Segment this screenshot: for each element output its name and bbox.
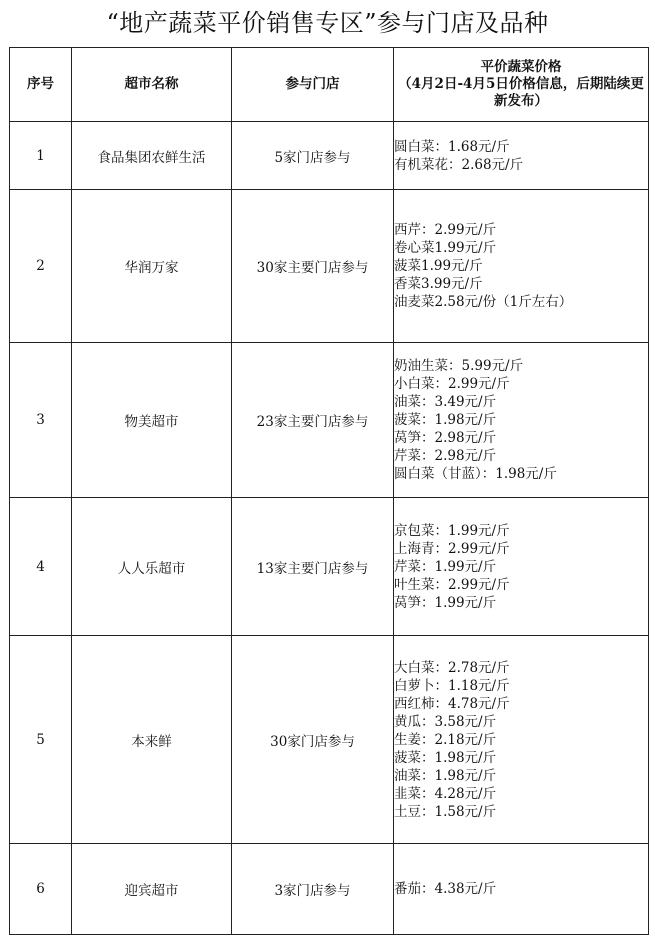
stores-table	[9, 47, 649, 935]
price-item: 油菜：1.98元/斤	[394, 767, 497, 784]
price-item: 卷心菜1.99元/斤	[394, 240, 497, 256]
row-index: 1	[10, 122, 72, 190]
row-price-list	[394, 190, 649, 343]
price-item: 番茄：4.38元/斤	[394, 881, 497, 897]
table-row	[10, 190, 649, 343]
price-item: 菠菜1.99元/斤	[394, 258, 483, 274]
header-price-note: （4月2日-4月5日价格信息，后期陆续更新发布）	[398, 76, 644, 109]
row-supermarket-name: 人人乐超市	[72, 498, 232, 636]
row-index: 3	[10, 343, 72, 498]
table-row	[10, 844, 649, 935]
price-item: 白萝卜：1.18元/斤	[394, 677, 510, 694]
price-item: 叶生菜：2.99元/斤	[394, 576, 510, 593]
row-index: 6	[10, 844, 72, 935]
row-supermarket-name: 迎宾超市	[72, 844, 232, 935]
price-item: 圆白菜：1.68元/斤	[394, 138, 510, 155]
price-item: 菠菜：1.98元/斤	[394, 749, 497, 766]
row-index: 2	[10, 190, 72, 343]
price-item: 圆白菜（甘蓝）：1.98元/斤	[394, 466, 557, 482]
price-item: 芹菜：1.99元/斤	[394, 558, 497, 575]
document-title: “地产蔬菜平价销售专区”参与门店及品种	[106, 9, 549, 37]
price-item: 香菜3.99元/斤	[394, 276, 483, 292]
price-item: 西红柿：4.78元/斤	[394, 695, 510, 712]
price-item: 大白菜：2.78元/斤	[394, 659, 510, 676]
price-item: 菠菜：1.98元/斤	[394, 412, 497, 428]
table-row	[10, 636, 649, 844]
header-price	[394, 48, 649, 122]
price-item: 生姜：2.18元/斤	[394, 731, 497, 748]
price-item: 芹菜：2.98元/斤	[394, 448, 497, 464]
table-row	[10, 122, 649, 190]
price-item: 油麦菜2.58元/份（1斤左右）	[394, 294, 573, 310]
row-participating-stores: 23家主要门店参与	[232, 343, 394, 498]
row-participating-stores: 5家门店参与	[232, 122, 394, 190]
header-index: 序号	[10, 48, 72, 122]
row-index: 4	[10, 498, 72, 636]
price-item: 京包菜：1.99元/斤	[394, 522, 510, 539]
price-item: 黄瓜：3.58元/斤	[394, 713, 497, 730]
price-item: 西芹：2.99元/斤	[394, 222, 497, 238]
row-participating-stores: 13家主要门店参与	[232, 498, 394, 636]
price-item: 奶油生菜：5.99元/斤	[394, 358, 524, 374]
row-price-list	[394, 498, 649, 636]
header-supermarket: 超市名称	[72, 48, 232, 122]
price-item: 韭菜：4.28元/斤	[394, 785, 497, 802]
row-price-list	[394, 343, 649, 498]
price-item: 莴笋：1.99元/斤	[394, 594, 497, 611]
table-row	[10, 498, 649, 636]
row-participating-stores: 30家主要门店参与	[232, 190, 394, 343]
header-row	[10, 48, 649, 122]
header-price-title: 平价蔬菜价格	[480, 59, 562, 75]
row-supermarket-name: 华润万家	[72, 190, 232, 343]
price-item: 小白菜：2.99元/斤	[394, 376, 510, 392]
row-index: 5	[10, 636, 72, 844]
row-supermarket-name: 物美超市	[72, 343, 232, 498]
row-supermarket-name: 本来鲜	[72, 636, 232, 844]
header-stores: 参与门店	[232, 48, 394, 122]
row-participating-stores: 3家门店参与	[232, 844, 394, 935]
table-body	[10, 122, 649, 935]
row-price-list	[394, 636, 649, 844]
price-item: 莴笋：2.98元/斤	[394, 430, 497, 446]
table-row	[10, 343, 649, 498]
row-participating-stores: 30家门店参与	[232, 636, 394, 844]
price-item: 有机菜花：2.68元/斤	[394, 156, 524, 173]
price-item: 土豆：1.58元/斤	[394, 803, 497, 820]
price-item: 上海青：2.99元/斤	[394, 540, 510, 557]
price-item: 油菜：3.49元/斤	[394, 394, 497, 410]
row-price-list	[394, 122, 649, 190]
row-price-list	[394, 844, 649, 935]
row-supermarket-name: 食品集团农鲜生活	[72, 122, 232, 190]
